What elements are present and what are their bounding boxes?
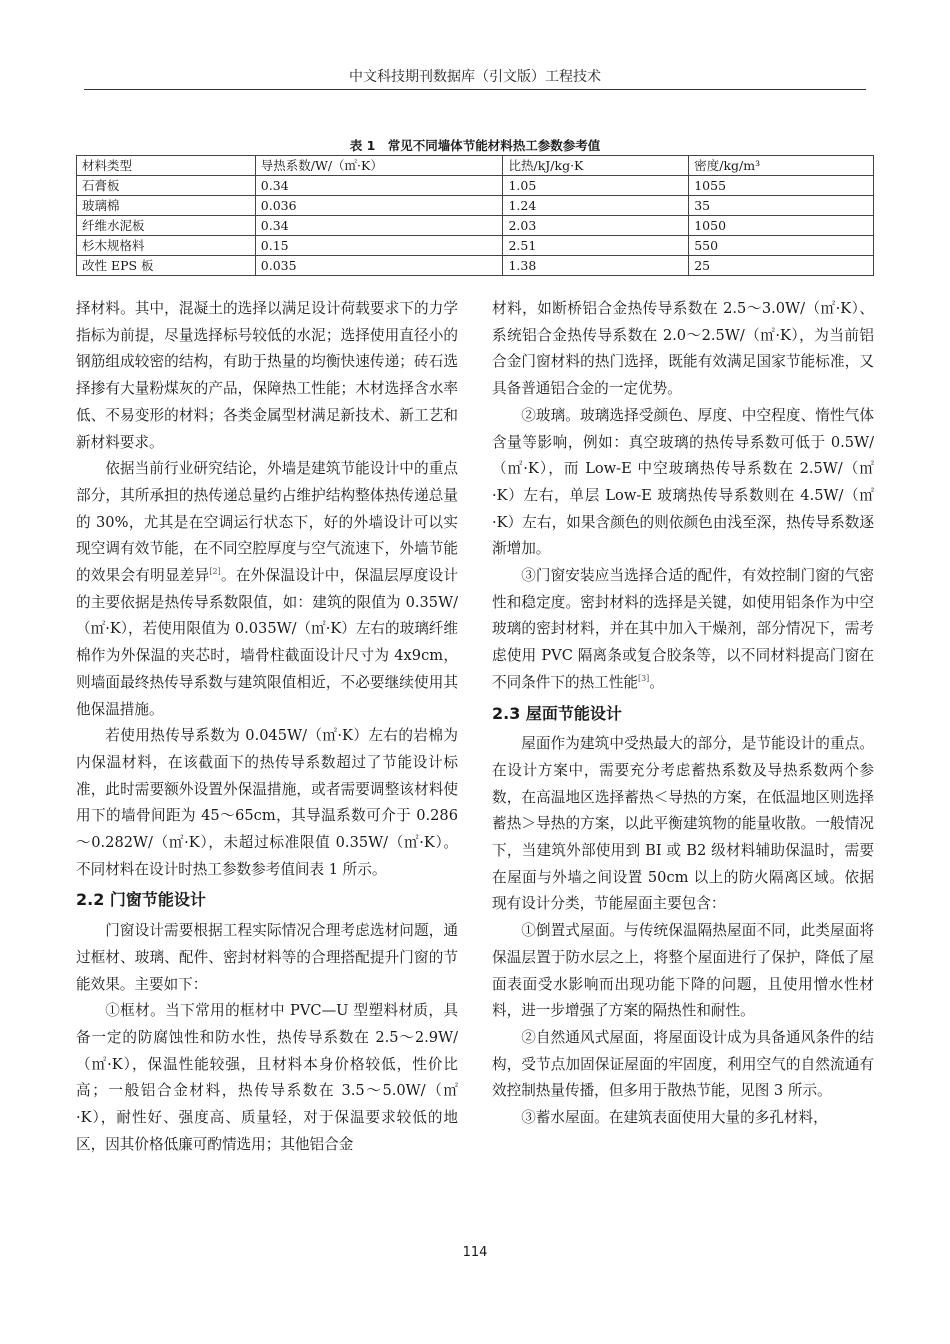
table-cell: 石膏板: [77, 176, 256, 196]
left-column: [76, 296, 458, 1159]
table-cell: 0.036: [255, 196, 503, 216]
table-row: [77, 216, 874, 236]
table-cell: 1.05: [503, 176, 689, 196]
table-cell: 玻璃棉: [77, 196, 256, 216]
paragraph: [76, 456, 458, 723]
paragraph-text: 。在外保温设计中，保温层厚度设计的主要依据是热传导系数限值，如：建筑的限值为 0.35W/（㎡·K），若使用限值为 0.035W/（㎡·K）左右的玻璃纤维棉作为外保温的夹芯时，墙骨柱截面设计尺寸为 4x9cm，则墙面最终热传导系数与建筑限值相近，不必要继续使用其他保温措施。: [76, 567, 458, 718]
paragraph-text: 依据当前行业研究结论，外墙是建筑节能设计中的重点部分，其所承担的热传递总量约占维护结构整体热传递总量的 30%，尤其是在空调运行状态下，好的外墙设计可以实现空调有效节能，在不同空腔厚度与空气流速下，外墙节能的效果会有明显差异: [76, 460, 458, 585]
table-row: [77, 176, 874, 196]
paragraph: ②自然通风式屋面，将屋面设计成为具备通风条件的结构，受节点加固保证屋面的牢固度，利用空气的自然流通有效控制热量传播，但多用于散热节能，见图 3 所示。: [492, 1028, 874, 1100]
page-number: 114: [462, 1245, 488, 1260]
table-header-cell: 导热系数/W/（㎡·K）: [255, 156, 503, 176]
table-caption: 表 1 常见不同墙体节能材料热工参数参考值: [349, 138, 601, 153]
table-cell: 2.51: [503, 236, 689, 256]
thermal-parameters-table: [76, 155, 874, 276]
paragraph: [492, 563, 874, 697]
table-row: [77, 236, 874, 256]
table-cell: 2.03: [503, 216, 689, 236]
paragraph: 门窗设计需要根据工程实际情况合理考虑选材问题，通过框材、玻璃、配件、密封材料等的合理搭配提升门窗的节能效果。主要如下：: [76, 922, 458, 993]
running-header: 中文科技期刊数据库（引文版）工程技术: [349, 69, 601, 85]
table-cell: 550: [689, 236, 874, 256]
table-cell: 35: [689, 196, 874, 216]
table-cell: 杉木规格料: [77, 236, 256, 256]
table-header-cell: 比热/kJ/kg·K: [503, 156, 689, 176]
table-cell: 0.34: [255, 216, 503, 236]
section-heading: 2.2 门窗节能设计: [76, 890, 206, 910]
table-cell: 1050: [689, 216, 874, 236]
paragraph: 择材料。其中，混凝土的选择以满足设计荷载要求下的力学指标为前提，尽量选择标号较低的水泥；选择使用直径小的钢筋组成较密的结构，有助于热量的均衡快速传递；砖石选择掺有大量粉煤灰的产品，保障热工性能；木材选择含水率低、不易变形的材料；各类金属型材满足新技术、新工艺和新材料要求。: [76, 300, 458, 451]
table-row: [77, 256, 874, 276]
right-column: [492, 296, 874, 1132]
table-header-row: [77, 156, 874, 176]
paragraph-text: 。: [649, 673, 664, 691]
table-row: [77, 196, 874, 216]
table-cell: 25: [689, 256, 874, 276]
table-cell: 0.15: [255, 236, 503, 256]
table-cell: 1.24: [503, 196, 689, 216]
citation-ref: [3]: [637, 673, 650, 683]
paragraph: ①倒置式屋面。与传统保温隔热屋面不同，此类屋面将保温层置于防水层之上，将整个屋面进行了保护，降低了屋面表面受水影响而出现功能下降的问题，且使用憎水性材料，进一步增强了方案的隔热性和耐性。: [492, 922, 874, 1020]
paragraph: ②玻璃。玻璃选择受颜色、厚度、中空程度、惰性气体含量等影响，例如：真空玻璃的热传导系数可低于 0.5W/（㎡·K），而 Low-E 中空玻璃热传导系数在 2.5W/（㎡·K）左右，单层 Low-E 玻璃热传导系数则在 4.5W/（㎡·K）左右，如果含颜色的则依颜色由浅至深，热传导系数逐渐增加。: [492, 406, 874, 558]
table-cell: 1.38: [503, 256, 689, 276]
table-cell: 1055: [689, 176, 874, 196]
paragraph: 屋面作为建筑中受热最大的部分，是节能设计的重点。在设计方案中，需要充分考虑蓄热系数及导热系数两个参数，在高温地区选择蓄热＜导热的方案，在低温地区则选择蓄热＞导热的方案，以此平衡建筑物的能量收散。一般情况下，当建筑外部使用到 BI 或 B2 级材料辅助保温时，需要在屋面与外墙之间设置 50cm 以上的防火隔离区域。依据现有设计分类，节能屋面主要包含：: [492, 735, 874, 913]
paragraph: ①框材。当下常用的框材中 PVC—U 型塑料材质，具备一定的防腐蚀性和防水性，热传导系数在 2.5～2.9W/（㎡·K），保温性能较强，且材料本身价格较低，性价比高；一般铝合金材料，热传导系数在 3.5～5.0W/（㎡·K），耐性好、强度高、质量轻，对于保温要求较低的地区，因其价格低廉可酌情选用；其他铝合金: [76, 1002, 458, 1153]
paragraph: 若使用热传导系数为 0.045W/（㎡·K）左右的岩棉为内保温材料，在该截面下的热传导系数超过了节能设计标准，此时需要额外设置外保温措施，或者需要调整该材料使用下的墙骨间距为 45～65cm，其导温系数可介于 0.286～0.282W/（㎡·K），未超过标准限值 0.35W/（㎡·K）。不同材料在设计时热工参数参考值间表 1 所示。: [76, 727, 458, 878]
table-header-cell: 材料类型: [77, 156, 256, 176]
paragraph: 材料，如断桥铝合金热传导系数在 2.5～3.0W/（㎡·K）、系统铝合金热传导系数在 2.0～2.5W/（㎡·K），为当前铝合金门窗材料的热门选择，既能有效满足国家节能标准，又具备普通铝合金的一定优势。: [492, 300, 874, 398]
section-heading: 2.3 屋面节能设计: [492, 703, 622, 723]
citation-ref: [2]: [209, 567, 221, 577]
table-header-cell: 密度/kg/m³: [689, 156, 874, 176]
table-cell: 纤维水泥板: [77, 216, 256, 236]
table-cell: 0.035: [255, 256, 503, 276]
paragraph-text: ③门窗安装应当选择合适的配件，有效控制门窗的气密性和稳定度。密封材料的选择是关键，如使用铝条作为中空玻璃的密封材料，并在其中加入干燥剂，部分情况下，需考虑使用 PVC 隔离条或复合胶条等，以不同材料提高门窗在不同条件下的热工性能: [492, 567, 874, 691]
header-divider: [84, 89, 866, 90]
paragraph: ③蓄水屋面。在建筑表面使用大量的多孔材料，: [521, 1109, 828, 1127]
table-cell: 改性 EPS 板: [77, 256, 256, 276]
table-cell: 0.34: [255, 176, 503, 196]
